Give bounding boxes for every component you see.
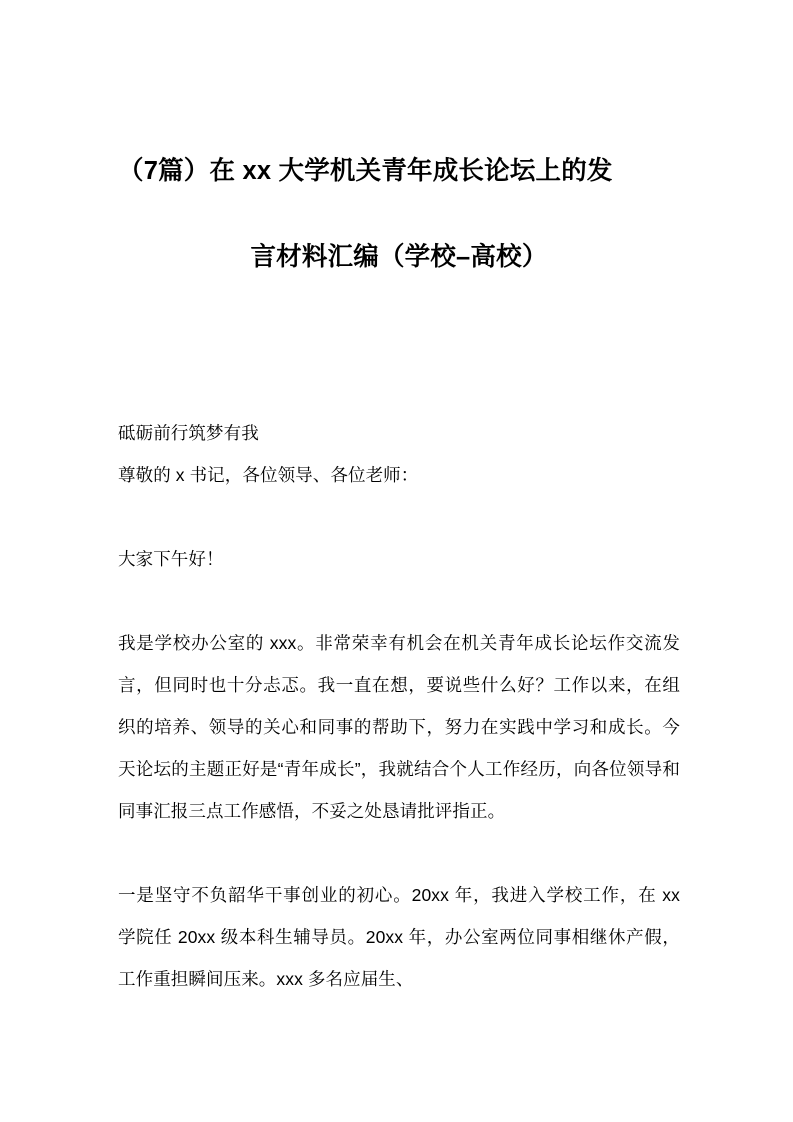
paragraph-spacer: [118, 832, 680, 874]
body-subtitle: 砥砺前行筑梦有我: [118, 423, 259, 443]
title-body-spacer: [118, 300, 680, 412]
page-title: [118, 128, 680, 300]
paragraph-spacer: [118, 580, 680, 622]
page-title-line-2: 言材料汇编（学校–高校）: [250, 243, 548, 271]
body-paragraph-2: 一是坚守不负韶华干事创业的初心。20xx 年，我进入学校工作，在 xx 学院任 20xx 级本科生辅导员。20xx 年，办公室两位同事相继休产假，工作重担瞬间压来。xxx 多名应届生、: [118, 885, 680, 989]
body-greeting: 大家下午好！: [118, 549, 224, 569]
body-salutation: 尊敬的 x 书记，各位领导、各位老师：: [118, 465, 419, 485]
page-title-line-1: （7篇）在 xx 大学机关青年成长论坛上的发: [118, 157, 613, 185]
paragraph-spacer: [118, 496, 680, 538]
top-margin-spacer: [118, 0, 680, 128]
body-paragraph-1: 我是学校办公室的 xxx。非常荣幸有机会在机关青年成长论坛作交流发言，但同时也十分忐忑。我一直在想，要说些什么好？工作以来，在组织的培养、领导的关心和同事的帮助下，努力在实践中学习和成长。今天论坛的主题正好是“青年成长”，我就结合个人工作经历，向各位领导和同事汇报三点工作感悟，不妥之处恳请批评指正。: [118, 633, 680, 821]
document-content-column: [118, 0, 680, 1000]
